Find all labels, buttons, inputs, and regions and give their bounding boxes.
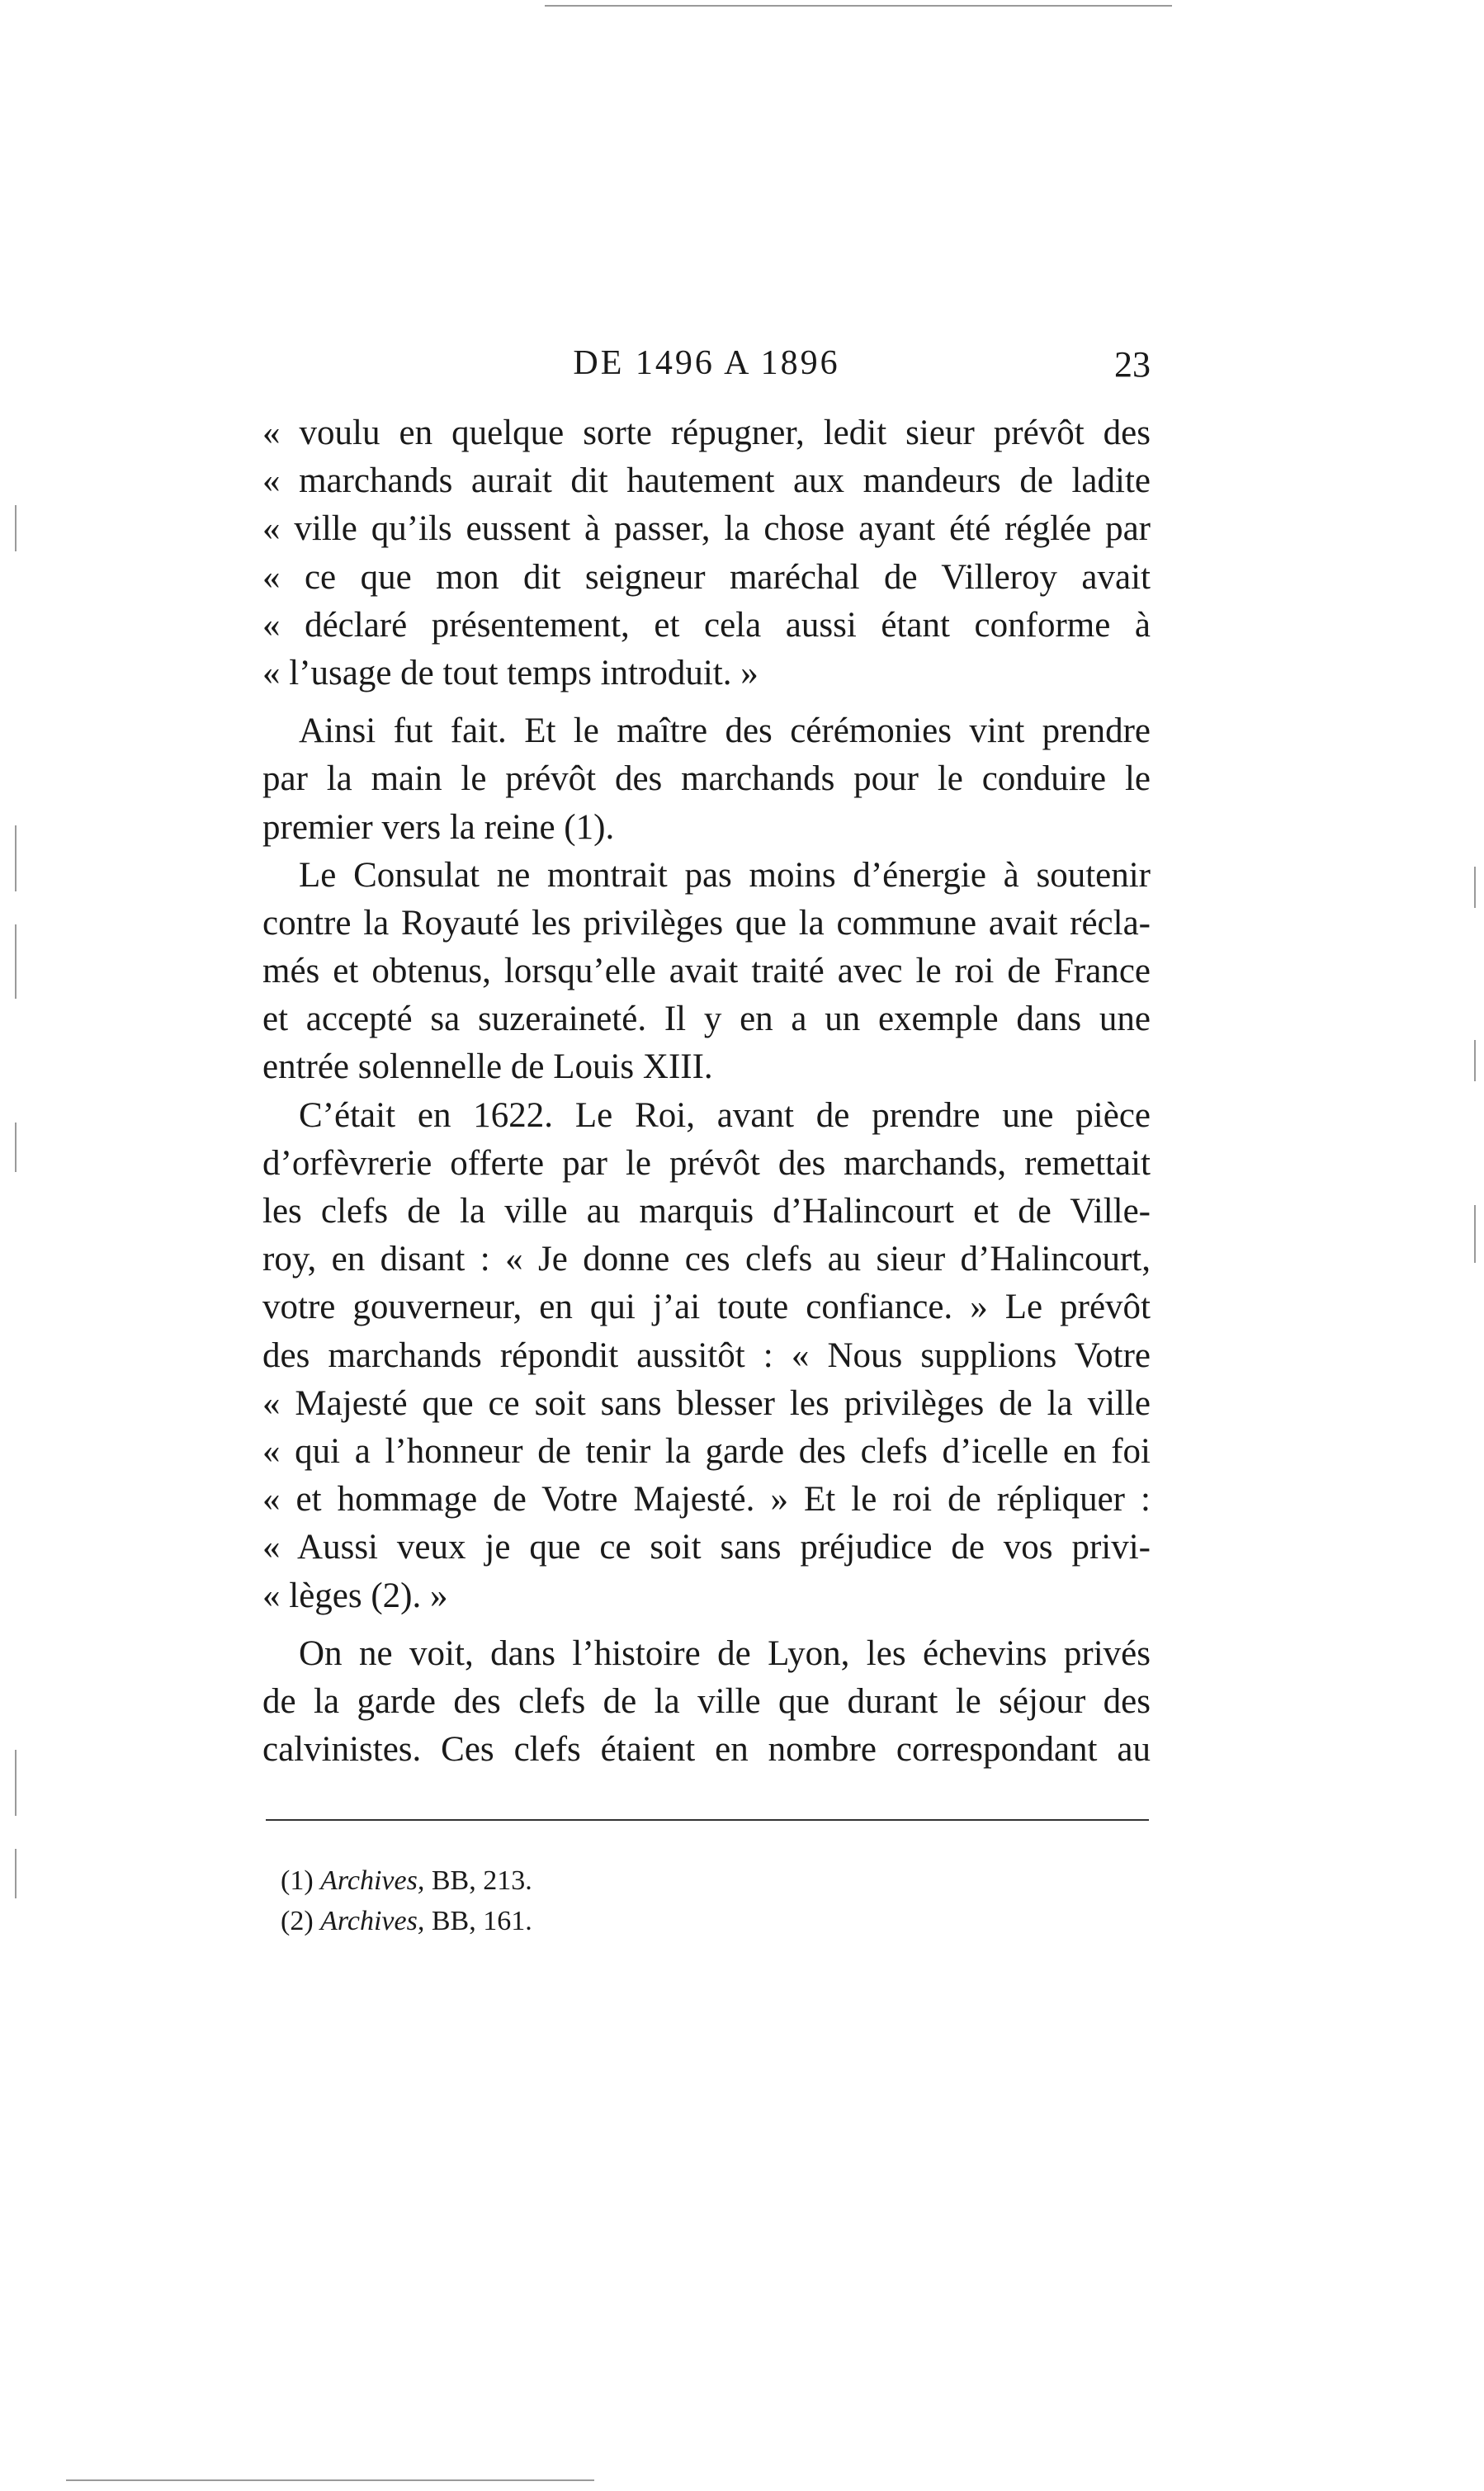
text-line: roy, en disant : « Je donne ces clefs au sieur d’Halincourt, <box>262 1240 1151 1279</box>
scan-mark <box>15 1750 17 1816</box>
paragraph-start-line: Le Consulat ne montrait pas moins d’énergie à soutenir <box>299 855 1151 895</box>
footnote-reference: BB, 213. <box>431 1865 532 1896</box>
text-line: « l’usage de tout temps introduit. » <box>262 653 759 692</box>
text-line: de la garde des clefs de la ville que durant le séjour des <box>262 1681 1151 1721</box>
text-line: par la main le prévôt des marchands pour le conduire le <box>262 759 1151 799</box>
text-line: « qui a l’honneur de tenir la garde des clefs d’icelle en foi <box>262 1431 1151 1471</box>
text-line: contre la Royauté les privilèges que la commune avait récla- <box>262 903 1151 943</box>
text-line: « ce que mon dit seigneur maréchal de Villeroy avait <box>262 557 1151 597</box>
page-number: 23 <box>1114 344 1151 385</box>
footnote-source: Archives, <box>320 1865 425 1896</box>
footnote <box>281 1860 1106 1901</box>
running-title: DE 1496 A 1896 <box>573 344 840 382</box>
text-line: les clefs de la ville au marquis d’Halincourt et de Ville- <box>262 1192 1151 1231</box>
paragraph-start-line: Ainsi fut fait. Et le maître des cérémonies vint prendre <box>299 711 1151 751</box>
footnotes <box>281 1860 1106 1941</box>
text-line: d’orfèvrerie offerte par le prévôt des marchands, remettait <box>262 1143 1151 1183</box>
text-line: « déclaré présentement, et cela aussi étant conforme à <box>262 605 1151 645</box>
scan-mark <box>15 1123 17 1172</box>
text-line: « et hommage de Votre Majesté. » Et le roi de répliquer : <box>262 1480 1151 1520</box>
text-line: votre gouverneur, en qui j’ai toute confiance. » Le prévôt <box>262 1288 1151 1327</box>
footnote-source: Archives, <box>320 1906 425 1936</box>
scan-mark <box>545 5 1172 7</box>
scan-mark <box>15 825 17 891</box>
text-line: « Aussi veux je que ce soit sans préjudice de vos privi- <box>262 1528 1151 1567</box>
text-line: premier vers la reine (1). <box>262 807 615 847</box>
footnote-divider <box>266 1819 1149 1821</box>
scan-mark <box>15 1849 17 1898</box>
paragraph-start-line: C’était en 1622. Le Roi, avant de prendre une pièce <box>299 1095 1151 1135</box>
running-header <box>262 343 1151 393</box>
text-line: « ville qu’ils eussent à passer, la chose ayant été réglée par <box>262 509 1151 549</box>
text-line: calvinistes. Ces clefs étaient en nombre correspondant au <box>262 1730 1151 1770</box>
footnote <box>281 1901 1106 1941</box>
scan-mark <box>66 2479 594 2481</box>
footnote-number: (1) <box>281 1865 314 1896</box>
text-line: et accepté sa suzeraineté. Il y en a un exemple dans une <box>262 1000 1151 1039</box>
text-line: « marchands aurait dit hautement aux mandeurs de ladite <box>262 461 1151 501</box>
text-line: « Majesté que ce soit sans blesser les privilèges de la ville <box>262 1383 1151 1423</box>
body-text <box>262 409 1151 1774</box>
text-line: « lèges (2). » <box>262 1576 448 1615</box>
text-line: entrée solennelle de Louis XIII. <box>262 1047 713 1087</box>
scan-mark <box>1474 867 1476 908</box>
scan-mark <box>1474 1040 1476 1081</box>
scan-mark <box>15 924 17 999</box>
text-line: des marchands répondit aussitôt : « Nous supplions Votre <box>262 1335 1151 1375</box>
footnote-number: (2) <box>281 1906 314 1936</box>
scan-mark <box>1474 1205 1476 1263</box>
footnote-reference: BB, 161. <box>431 1906 532 1936</box>
scan-mark <box>15 505 17 551</box>
paragraph-start-line: On ne voit, dans l’histoire de Lyon, les échevins privés <box>299 1633 1151 1673</box>
text-line: més et obtenus, lorsqu’elle avait traité avec le roi de France <box>262 952 1151 991</box>
text-line: « voulu en quelque sorte répugner, ledit sieur prévôt des <box>262 414 1151 452</box>
